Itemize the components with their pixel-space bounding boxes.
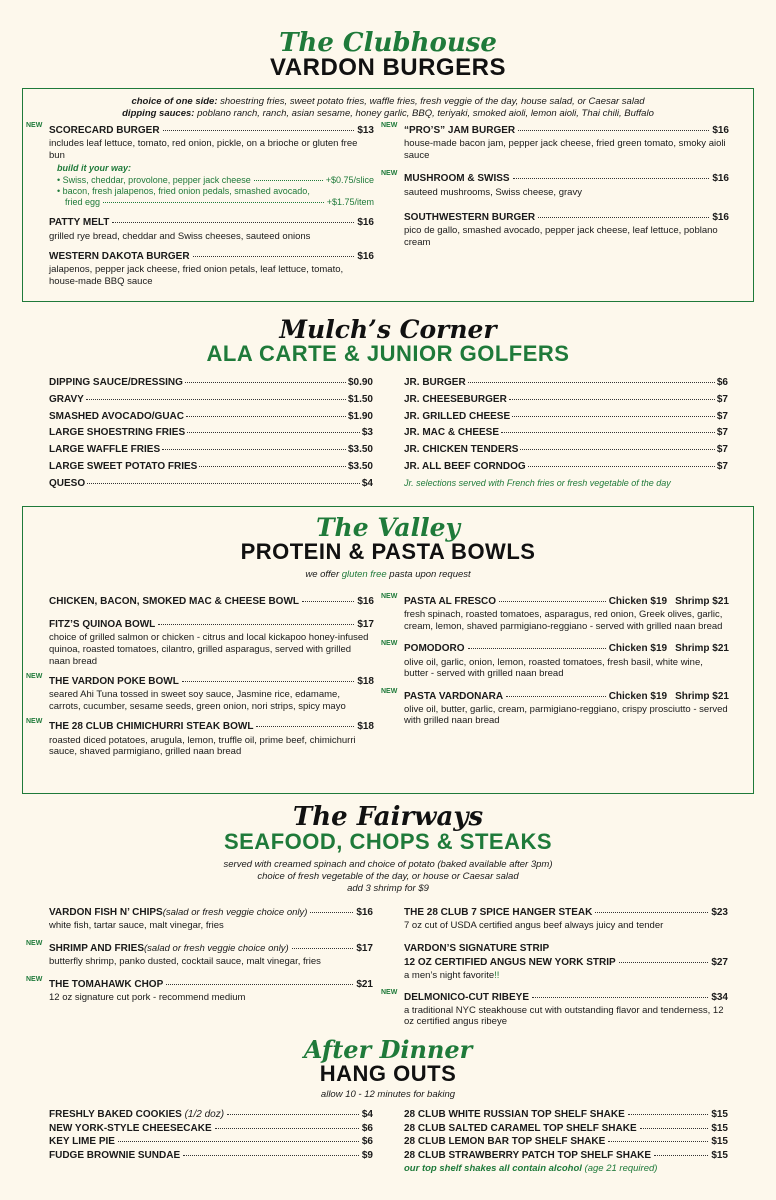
item-price: $16 bbox=[357, 251, 374, 263]
item-name: 12 OZ CERTIFIED ANGUS NEW YORK STRIP bbox=[404, 956, 616, 968]
item-name: JR. MAC & CHEESE bbox=[404, 427, 500, 439]
menu-item bbox=[26, 122, 374, 208]
menu-item bbox=[404, 212, 729, 248]
item-name: 28 CLUB SALTED CARAMEL TOP SHELF SHAKE bbox=[404, 1122, 637, 1134]
menu-item bbox=[381, 988, 728, 1028]
item-name: DELMONICO-CUT RIBEYE bbox=[404, 991, 529, 1003]
item-price: $27 bbox=[711, 956, 728, 968]
item-price: $1.50 bbox=[347, 393, 373, 405]
menu-item bbox=[404, 907, 728, 932]
item-desc: grilled rye bread, cheddar and Swiss cheeses, sauteed onions bbox=[49, 230, 311, 242]
item-price: $7 bbox=[716, 444, 728, 456]
item-desc: 12 oz signature cut pork - recommend medium bbox=[49, 991, 246, 1003]
shake-age-text: (age 21 required) bbox=[584, 1163, 658, 1174]
item-name: PASTA AL FRESCO bbox=[404, 596, 497, 607]
new-badge: NEW bbox=[381, 988, 398, 996]
menu-item bbox=[26, 939, 373, 968]
ala-carte-item bbox=[49, 476, 373, 493]
note-text: pasta upon request bbox=[386, 569, 471, 580]
item-price: $9 bbox=[361, 1149, 373, 1161]
shake-note bbox=[404, 1163, 728, 1174]
shake-item bbox=[404, 1122, 728, 1136]
valley-title: PROTEIN & PASTA BOWLS bbox=[240, 539, 536, 564]
fairways-right-col bbox=[381, 907, 728, 1037]
item-desc: a traditional NYC steakhouse cut with outstanding flavor and tenderness, 12 oz certified angus ribeye bbox=[404, 1004, 724, 1028]
item-name: 28 CLUB WHITE RUSSIAN TOP SHELF SHAKE bbox=[404, 1109, 625, 1120]
item-name: SCORECARD BURGER bbox=[49, 125, 160, 136]
menu-item bbox=[49, 596, 374, 608]
item-name: THE TOMAHAWK CHOP bbox=[49, 978, 164, 990]
item-desc: includes leaf lettuce, tomato, red onion, pickle, on a brioche or gluten free bun bbox=[49, 138, 358, 161]
item-desc: olive oil, garlic, onion, lemon, roasted tomatoes, fresh basil, white wine, butter - served with grilled naan bread bbox=[404, 656, 703, 680]
item-price: $6 bbox=[716, 377, 728, 388]
item-price: $13 bbox=[357, 125, 374, 136]
junior-item bbox=[404, 375, 728, 392]
after-note: allow 10 - 12 minutes for baking bbox=[320, 1089, 456, 1100]
item-price: $7 bbox=[716, 460, 728, 472]
new-badge: NEW bbox=[26, 939, 43, 947]
item-price: $6 bbox=[361, 1136, 373, 1147]
item-name: MUSHROOM & SWISS bbox=[404, 173, 510, 185]
after-script-title: After Dinner bbox=[303, 1035, 473, 1064]
item-name: FRESHLY BAKED COOKIES bbox=[49, 1109, 182, 1120]
junior-item bbox=[404, 442, 728, 459]
note-line: add 3 shrimp for $9 bbox=[347, 882, 429, 894]
item-name: 28 CLUB LEMON BAR TOP SHELF SHAKE bbox=[404, 1136, 606, 1147]
item-price: $16 bbox=[712, 212, 729, 224]
item-price: $17 bbox=[357, 619, 374, 631]
mulch-script-title: Mulch’s Corner bbox=[279, 315, 497, 344]
fairways-left-col bbox=[26, 907, 373, 1012]
item-desc: butterfly shrimp, panko dusted, cocktail sauce, malt vinegar, fries bbox=[49, 955, 321, 967]
clubhouse-right-col bbox=[381, 122, 729, 257]
side-label: choice of one side: bbox=[131, 96, 218, 107]
item-name: DIPPING SAUCE/DRESSING bbox=[49, 377, 183, 388]
valley-right-col bbox=[381, 593, 729, 736]
menu-item bbox=[49, 619, 374, 667]
item-desc: fresh spinach, roasted tomatoes, asparagus, red onion, Greek olives, garlic, cream, lemon, shaved parmigiano-reggiano - served with grilled naan bread bbox=[404, 609, 723, 632]
item-name: LARGE WAFFLE FRIES bbox=[49, 444, 161, 456]
item-name: LARGE SHOESTRING FRIES bbox=[49, 427, 186, 439]
item-price: $21 bbox=[356, 978, 373, 990]
clubhouse-script-title: The Clubhouse bbox=[279, 28, 497, 58]
mulch-header bbox=[0, 317, 776, 365]
dip-text: poblano ranch, ranch, asian sesame, honey garlic, BBQ, teriyaki, smoked aioli, lemon aioli, Thai chili, Buffalo bbox=[197, 107, 654, 119]
shake-item bbox=[404, 1149, 728, 1163]
item-name: PASTA VARDONARA bbox=[404, 690, 504, 702]
fairways-script-title: The Fairways bbox=[292, 802, 484, 832]
item-desc: roasted diced potatoes, arugula, lemon, truffle oil, prime beef, chimichurri sauce, shaved parmigiano, grilled naan bread bbox=[49, 734, 356, 758]
fairways-title: SEAFOOD, CHOPS & STEAKS bbox=[223, 829, 553, 854]
item-price: $7 bbox=[716, 427, 728, 439]
chicken-price: Chicken $19 bbox=[608, 643, 668, 655]
item-price: $7 bbox=[716, 393, 728, 405]
item-price: $0.90 bbox=[347, 377, 373, 388]
junior-item bbox=[404, 425, 728, 442]
exclaim: !! bbox=[494, 970, 500, 982]
item-desc: choice of grilled salmon or chicken - citrus and local kickapoo honey-infused quinoa, roasted tomatoes, cilantro, grilled asparagus, served with grilled naan bread bbox=[49, 632, 369, 667]
mulch-left-col bbox=[49, 375, 373, 493]
ala-carte-item bbox=[49, 375, 373, 392]
build-option-toppings: • bacon, fresh jalapenos, fried onion pedals, smashed avocado, bbox=[57, 185, 310, 196]
new-badge: NEW bbox=[26, 975, 43, 983]
item-name: VARDON FISH N’ CHIPS(salad or fresh veggie choice only) bbox=[49, 907, 308, 918]
after-header bbox=[0, 1035, 776, 1101]
item-price: $16 bbox=[357, 217, 374, 229]
item-price: $3 bbox=[361, 427, 373, 439]
item-price: $4 bbox=[361, 1109, 373, 1120]
item-name: SMASHED AVOCADO/GUAC bbox=[49, 410, 185, 422]
item-name: JR. ALL BEEF CORNDOG bbox=[404, 460, 526, 472]
item-name: WESTERN DAKOTA BURGER bbox=[49, 251, 190, 263]
side-text: shoestring fries, sweet potato fries, waffle fries, fresh veggie of the day, house salad, or Caesar salad bbox=[220, 96, 645, 107]
note-line: served with creamed spinach and choice of potato (baked available after 3pm) bbox=[223, 859, 553, 870]
item-price: $18 bbox=[357, 676, 374, 688]
new-badge: NEW bbox=[26, 673, 43, 681]
item-name: CHICKEN, BACON, SMOKED MAC & CHEESE BOWL bbox=[49, 596, 300, 607]
menu-item bbox=[381, 687, 729, 727]
new-badge: NEW bbox=[381, 122, 398, 129]
item-price: $4 bbox=[361, 477, 373, 489]
item-name: THE 28 CLUB 7 SPICE HANGER STEAK bbox=[404, 907, 593, 918]
fairways-note bbox=[0, 859, 776, 895]
new-badge: NEW bbox=[381, 170, 398, 178]
item-price: $7 bbox=[716, 410, 728, 422]
item-price: $16 bbox=[712, 125, 729, 136]
item-name: JR. CHEESEBURGER bbox=[404, 393, 507, 405]
item-desc: house-made bacon jam, pepper jack cheese, fried green tomato, smoky aioli sauce bbox=[404, 138, 726, 161]
item-name: GRAVY bbox=[49, 393, 84, 405]
menu-item bbox=[26, 975, 373, 1004]
item-name: JR. CHICKEN TENDERS bbox=[404, 444, 519, 456]
menu-item bbox=[26, 673, 374, 712]
item-name: QUESO bbox=[49, 477, 86, 489]
ala-carte-item bbox=[49, 459, 373, 476]
chicken-price: Chicken $19 bbox=[608, 690, 668, 702]
shrimp-price: Shrimp $21 bbox=[675, 690, 729, 702]
dessert-item bbox=[49, 1149, 373, 1163]
item-price: $15 bbox=[711, 1122, 728, 1134]
menu-item bbox=[26, 718, 374, 758]
junior-item bbox=[404, 409, 728, 426]
item-heading: VARDON’S SIGNATURE STRIP bbox=[404, 942, 550, 954]
item-price: $16 bbox=[356, 907, 373, 918]
mulch-title: ALA CARTE & JUNIOR GOLFERS bbox=[206, 341, 570, 366]
item-name: THE 28 CLUB CHIMICHURRI STEAK BOWL bbox=[49, 721, 254, 733]
build-option-cheese-price: +$0.75/slice bbox=[325, 174, 374, 185]
new-badge: NEW bbox=[26, 718, 43, 726]
junior-item bbox=[404, 392, 728, 409]
item-price: $15 bbox=[711, 1136, 728, 1147]
ala-carte-item bbox=[49, 442, 373, 459]
clubhouse-box bbox=[22, 88, 754, 302]
dessert-item bbox=[49, 1135, 373, 1149]
after-left-col bbox=[49, 1108, 373, 1162]
valley-box bbox=[22, 506, 754, 794]
item-price: $18 bbox=[357, 721, 374, 733]
item-price: $3.50 bbox=[347, 444, 373, 456]
item-price: $23 bbox=[711, 907, 728, 918]
item-desc: a men’s night favorite!! bbox=[404, 970, 500, 982]
menu-item bbox=[49, 251, 374, 287]
item-desc: olive oil, butter, garlic, cream, parmigiano-reggiano, crispy prosciutto - served with grilled naan bread bbox=[404, 703, 728, 727]
item-price: $16 bbox=[712, 173, 729, 185]
item-sub: (1/2 doz) bbox=[184, 1109, 225, 1120]
item-desc: seared Ahi Tuna tossed in sweet soy sauce, Jasmine rice, edamame, carrots, cucumber, sesame seeds, green onion, nori strips, spicy mayo bbox=[49, 689, 346, 712]
ala-carte-item bbox=[49, 409, 373, 426]
note-line: choice of fresh vegetable of the day, or house or Caesar salad bbox=[257, 870, 519, 882]
build-option-toppings-price: +$1.75/item bbox=[326, 197, 374, 208]
clubhouse-left-col bbox=[26, 122, 374, 296]
build-option-toppings-cont: fried egg bbox=[65, 197, 101, 208]
item-name: POMODORO bbox=[404, 643, 465, 655]
chicken-price: Chicken $19 bbox=[608, 596, 668, 607]
item-name: JR. BURGER bbox=[404, 377, 466, 388]
item-name: NEW YORK-STYLE CHEESECAKE bbox=[49, 1122, 212, 1134]
item-desc: white fish, tartar sauce, malt vinegar, fries bbox=[49, 920, 224, 932]
item-name: SOUTHWESTERN BURGER bbox=[404, 212, 536, 224]
item-desc: jalapenos, pepper jack cheese, fried onion petals, leaf lettuce, tomato, house-made BBQ sauce bbox=[49, 264, 344, 287]
build-option-cheese: • Swiss, cheddar, provolone, pepper jack cheese bbox=[57, 174, 251, 185]
item-name: JR. GRILLED CHEESE bbox=[404, 410, 511, 422]
item-price: $17 bbox=[356, 942, 373, 954]
item-price: $16 bbox=[357, 596, 374, 607]
gluten-free-text: gluten free bbox=[341, 569, 387, 580]
shake-note-text: our top shelf shakes all contain alcohol bbox=[404, 1163, 582, 1174]
item-name: FITZ’S QUINOA BOWL bbox=[49, 619, 156, 631]
dip-label: dipping sauces: bbox=[122, 107, 195, 119]
clubhouse-title: VARDON BURGERS bbox=[270, 54, 506, 81]
build-your-way bbox=[57, 163, 374, 208]
valley-header bbox=[23, 515, 753, 581]
ala-carte-item bbox=[49, 392, 373, 409]
item-name: 28 CLUB STRAWBERRY PATCH TOP SHELF SHAKE bbox=[404, 1149, 652, 1161]
item-desc: pico de gallo, smashed avocado, pepper jack cheese, leaf lettuce, poblano cream bbox=[404, 225, 718, 248]
build-title: build it your way: bbox=[57, 163, 132, 174]
item-name: KEY LIME PIE bbox=[49, 1136, 115, 1147]
shake-item bbox=[404, 1135, 728, 1149]
item-price: $15 bbox=[711, 1109, 728, 1120]
item-price: $34 bbox=[711, 991, 728, 1003]
junior-item bbox=[404, 459, 728, 476]
menu-item bbox=[381, 640, 729, 680]
dessert-item bbox=[49, 1122, 373, 1136]
item-desc: 7 oz cut of USDA certified angus beef always juicy and tender bbox=[404, 920, 664, 932]
new-badge: NEW bbox=[381, 593, 398, 600]
item-name: FUDGE BROWNIE SUNDAE bbox=[49, 1149, 181, 1161]
dessert-item bbox=[49, 1108, 373, 1122]
item-name: THE VARDON POKE BOWL bbox=[49, 676, 179, 688]
item-name: SHRIMP AND FRIES(salad or fresh veggie choice only) bbox=[49, 942, 289, 954]
clubhouse-header bbox=[0, 30, 776, 80]
valley-note bbox=[23, 569, 753, 581]
junior-note: Jr. selections served with French fries or fresh vegetable of the day bbox=[404, 477, 671, 488]
after-title: HANG OUTS bbox=[319, 1061, 457, 1086]
valley-script-title: The Valley bbox=[315, 513, 461, 542]
shrimp-price: Shrimp $21 bbox=[675, 596, 729, 607]
menu-item bbox=[381, 593, 729, 632]
menu-item bbox=[381, 122, 729, 161]
menu-item bbox=[381, 170, 729, 198]
item-sub: (salad or fresh veggie choice only) bbox=[144, 942, 289, 954]
item-desc: sauteed mushrooms, Swiss cheese, gravy bbox=[404, 186, 582, 198]
item-price: $15 bbox=[711, 1149, 728, 1161]
menu-item bbox=[49, 907, 373, 932]
shrimp-price: Shrimp $21 bbox=[675, 643, 729, 655]
menu-item bbox=[49, 217, 374, 242]
item-name: PATTY MELT bbox=[49, 217, 110, 229]
item-price: $6 bbox=[361, 1122, 373, 1134]
after-right-col bbox=[404, 1108, 728, 1174]
item-price: $3.50 bbox=[347, 460, 373, 472]
new-badge: NEW bbox=[381, 640, 398, 648]
item-name: “PRO’S” JAM BURGER bbox=[404, 125, 516, 136]
item-name: LARGE SWEET POTATO FRIES bbox=[49, 460, 198, 472]
clubhouse-sides-note bbox=[23, 96, 753, 120]
fairways-header bbox=[0, 804, 776, 895]
shake-item bbox=[404, 1108, 728, 1122]
mulch-right-col bbox=[404, 375, 728, 491]
item-price: $1.90 bbox=[347, 410, 373, 422]
new-badge: NEW bbox=[381, 687, 398, 695]
menu-item bbox=[404, 943, 728, 982]
note-text: we offer bbox=[305, 569, 342, 580]
valley-left-col bbox=[26, 596, 374, 767]
new-badge: NEW bbox=[26, 122, 43, 129]
ala-carte-item bbox=[49, 425, 373, 442]
item-sub: (salad or fresh veggie choice only) bbox=[162, 907, 308, 918]
